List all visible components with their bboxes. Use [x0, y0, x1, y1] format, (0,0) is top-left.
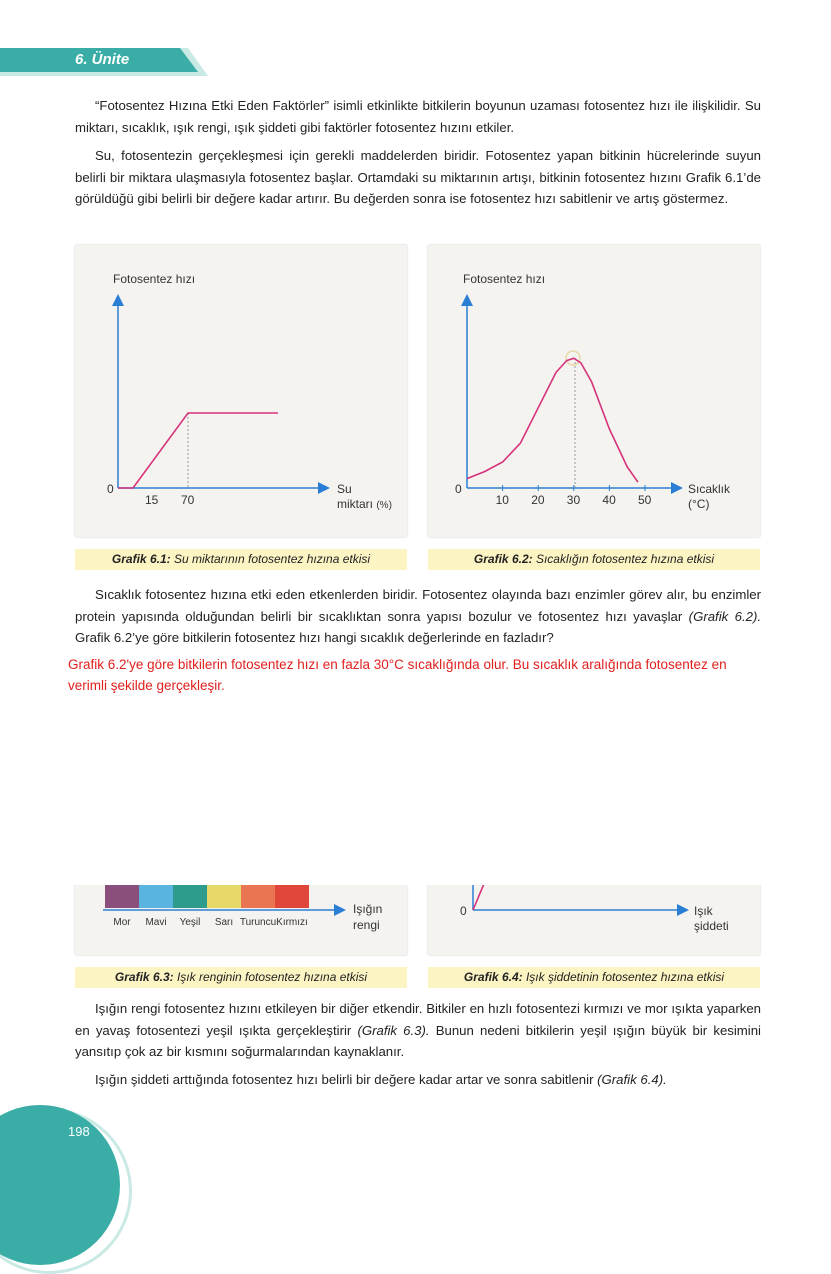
paragraph-5-text-a: Işığın şiddeti arttığında fotosentez hızı belirli bir değere kadar artar ve sonra sabitlenir [95, 1072, 594, 1087]
unit-label: 6. Ünite [75, 51, 130, 68]
caption-6-1-label: Grafik 6.1: [111, 552, 171, 566]
chart-6-1-xlabel-2 [337, 497, 392, 511]
paragraph-5 [75, 1069, 761, 1091]
chart-6-3-label-5: Kırmızı [276, 917, 308, 928]
chart-6-1-xlabel-unit: (%) [376, 500, 392, 511]
paragraph-1-text: “Fotosentez Hızına Etki Eden Faktörler” isimli etkinlikte bitkilerin boyunun uzaması fotosentez hızı ile ilişkilidir. Su miktarı, sıcaklık, ışık rengi, ışık şiddeti gibi faktörler fotosentez hızını etkiler. [75, 98, 761, 135]
chart-6-3-labels [113, 917, 307, 928]
figure-6-1-box [75, 245, 407, 537]
caption-6-2 [428, 549, 760, 570]
caption-6-4-text: Işık şiddetinin fotosentez hızına etkisi [525, 970, 725, 984]
paragraph-3-ref: (Grafik 6.2). [688, 608, 761, 624]
chart-6-4-origin: 0 [460, 904, 467, 918]
caption-6-4-label: Grafik 6.4: [463, 970, 523, 984]
chart-6-3-label-4: Turuncu [239, 917, 277, 928]
page-number: 198 [68, 1124, 90, 1139]
chart-6-2-tick-50: 50 [638, 493, 652, 507]
caption-6-2-label: Grafik 6.2: [473, 552, 533, 566]
caption-6-1 [75, 549, 407, 570]
chart-6-2-origin: 0 [455, 482, 462, 496]
chart-6-1-tick-15: 15 [145, 493, 159, 507]
chart-6-1-ylabel: Fotosentez hızı [113, 272, 196, 286]
paragraph-3-text-b: Grafik 6.2’ye göre bitkilerin fotosentez hızı hangi sıcaklık değerlerinde en fazladır? [75, 630, 554, 645]
chart-6-4-xlabel-1: Işık [694, 904, 713, 918]
chart-6-2-xlabel-2: (°C) [688, 497, 710, 511]
chart-6-1-tick-70: 70 [181, 493, 195, 507]
chart-6-2-xlabel-1: Sıcaklık [688, 482, 731, 496]
paragraph-2-text: Su, fotosentezin gerçekleşmesi için gerekli maddelerden biridir. Fotosentez yapan bitkinin hücrelerinde suyun belirli bir miktara ulaşmasıyla fotosentez başlar. Ortamdaki su miktarının artışı, bitkinin fotosentez hızını Grafik 6.1’de görüldüğü gibi belirli bir değere kadar artırır. Bu değerden sonra ise fotosentez hızı sabitlenir ve artış göstermez. [75, 148, 761, 206]
paragraph-3 [75, 584, 761, 649]
chart-6-1 [75, 245, 407, 537]
caption-6-2-text: Sıcaklığın fotosentez hızına etkisi [535, 552, 715, 566]
chart-6-3-xlabel-1: Işığın [353, 902, 383, 916]
figure-6-2-box [428, 245, 760, 537]
chart-6-2-series-line [467, 358, 638, 482]
chart-6-1-xlabel-1: Su [337, 482, 352, 496]
chart-6-2-ylabel: Fotosentez hızı [463, 272, 546, 286]
chart-6-2-tick-30: 30 [566, 493, 581, 507]
chart-6-3-label-2: Yeşil [179, 917, 201, 928]
caption-6-3 [75, 967, 407, 988]
chart-6-1-xlabel-2-text: miktarı [337, 497, 373, 511]
chart-6-3-label-1: Mavi [145, 917, 167, 928]
paragraph-4 [75, 998, 761, 1063]
chart-6-2-tick-20: 20 [531, 493, 545, 507]
caption-6-3-label: Grafik 6.3: [114, 970, 174, 984]
caption-6-1-text: Su miktarının fotosentez hızına etkisi [173, 552, 371, 566]
answer-text: Grafik 6.2'ye göre bitkilerin fotosentez hızı en fazla 30°C sıcaklığında olur. Bu sıcaklık aralığında fotosentez en verimli şekilde gerçekleşir. [68, 657, 727, 693]
paragraph-2 [75, 145, 761, 210]
paragraph-3-text-a: Sıcaklık fotosentez hızına etki eden etkenlerden biridir. Fotosentez olayında bazı enzimler görev alır, bu enzimler protein yapısında olduğundan belirli bir sıcaklıktan sonra yapısı bozulur ve fotosentez hızı yavaşlar [75, 587, 761, 624]
chart-6-3-xlabel-2: rengi [353, 918, 380, 932]
paragraph-4-text-a: Işığın rengi fotosentez hızını etkileyen bir diğer etkendir. Bitkiler en hızlı fotosentezi kırmızı ve mor ışıkta yaparken en yavaş fotosentezi yeşil ışıkta gerçekleştirir [75, 1001, 761, 1038]
paragraph-4-text-b: Bunun nedeni bitkilerin yeşil ışığın büyük bir kesimini yansıtıp çok az bir kısmını soğurmalarından kaynaklanır. [75, 1022, 761, 1059]
chart-6-4-xlabel-2: şiddeti [694, 919, 729, 933]
chart-6-2-tick-40: 40 [602, 493, 616, 507]
chart-6-2-tick-10: 10 [495, 493, 509, 507]
chart-6-3-label-3: Sarı [214, 917, 234, 928]
chart-6-2 [428, 245, 760, 537]
paragraph-1 [75, 95, 761, 138]
paragraph-5-ref: (Grafik 6.4). [597, 1072, 667, 1087]
chart-6-1-origin: 0 [107, 482, 114, 496]
caption-6-3-text: Işık renginin fotosentez hızına etkisi [176, 970, 368, 984]
chart-6-1-series-line [118, 413, 278, 488]
chart-6-3-label-0: Mor [113, 917, 131, 928]
caption-6-4 [428, 967, 760, 988]
paragraph-4-ref: (Grafik 6.3). [357, 1022, 430, 1038]
